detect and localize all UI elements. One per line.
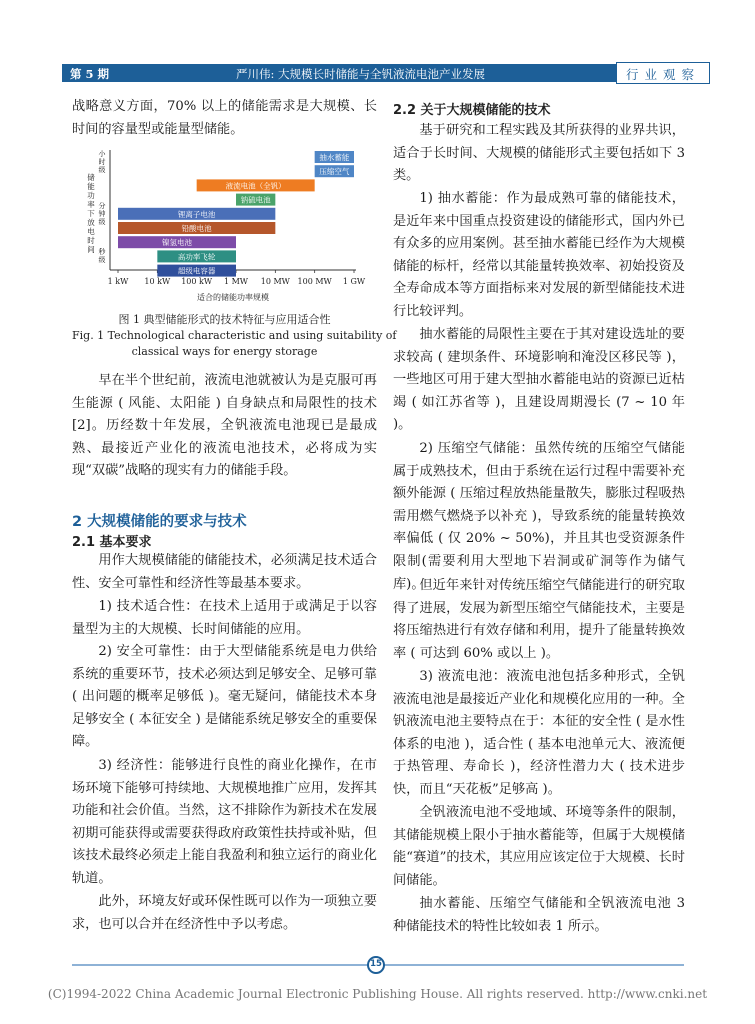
chart-y-axis-label-char: 下 bbox=[87, 209, 95, 218]
storage-chart bbox=[86, 146, 366, 310]
right-paragraph-4: 但近年来针对传统压缩空气储能进行的研究取得了进展，发展为新型压缩空气储能技术，主要是将压缩热进行有效存储和利用，提升了能量转换效率 ( 可达到 60% 或以上 )。 bbox=[393, 578, 685, 661]
section-2-1-title: 2.1 基本要求 bbox=[72, 535, 152, 550]
right-paragraph-0: 基于研究和工程实践及其所获得的业界共识，适合于长时间、大规模的储能形式主要包括如下 3 类。 bbox=[393, 123, 685, 184]
chart-y-tick-label: 时 bbox=[98, 158, 106, 166]
left-paragraph-0: 战略意义方面，70% 以上的储能需求是大规模、长时间的容量型或能量型储能。 bbox=[72, 99, 377, 137]
chart-y-axis-label-char: 储 bbox=[87, 173, 95, 182]
left-paragraph-5: 3) 经济性：能够进行良性的商业化操作，在市场环境下能够可持续地、大规模地推广应用，发挥其功能和社会价值。当然，这不排除作为新技术在发展初期可能获得或需要获得政府政策性扶持或补贴，但该技术最终必须走上能自我盈利和独立运行的商业化轨道。 bbox=[72, 758, 377, 886]
chart-y-axis-label-char: 率 bbox=[87, 200, 95, 209]
issue-number: 第 5 期 bbox=[70, 67, 110, 81]
chart-y-axis-label-char: 间 bbox=[87, 245, 95, 254]
chart-y-tick-label: 级 bbox=[98, 166, 106, 174]
chart-x-tick-label: 1 MW bbox=[223, 277, 249, 286]
right-paragraph-1: 1) 抽水蓄能：作为最成熟可靠的储能技术，是近年来中国重点投资建设的储能形式，国内外已有众多的应用案例。甚至抽水蓄能已经作为大规模储能的标杆，经常以其能量转换效率、初始投资及全寿命成本等方面指标来对发展的新型储能技术进行比较评判。 bbox=[393, 191, 685, 319]
chart-y-tick-label: 分 bbox=[98, 202, 106, 210]
chart-bar-label: 抽水蓄能 bbox=[319, 153, 350, 162]
left-paragraph-3: 1) 技术适合性：在技术上适用于或满足于以容量型为主的大规模、长时间储能的应用。 bbox=[72, 599, 377, 637]
chart-y-tick-label: 级 bbox=[98, 218, 106, 226]
right-paragraph-7: 抽水蓄能、压缩空气储能和全钒液流电池 3 种储能技术的特性比较如表 1 所示。 bbox=[393, 896, 685, 934]
page-number: 15 bbox=[370, 959, 382, 969]
chart-bar-label: 镍氢电池 bbox=[162, 238, 192, 248]
chart-x-tick-label: 100 MW bbox=[297, 277, 332, 286]
chart-x-tick-label: 10 kW bbox=[144, 277, 171, 286]
chart-y-axis-label-char: 时 bbox=[87, 236, 95, 245]
left-paragraph-2: 用作大规模储能的储能技术，必须满足技术适合性、安全可靠性和经济性等最基本要求。 bbox=[72, 553, 377, 591]
figure-caption-en-1: Fig. 1 Technological characteristic and using suitability of bbox=[72, 329, 397, 342]
chart-y-tick-label: 钟 bbox=[98, 210, 106, 218]
right-paragraph-5: 3) 液流电池：液流电池包括多种形式，全钒液流电池是最接近产业化和规模化应用的一种。全钒液流电池主要特点在于：本征的安全性 ( 是水性体系的电池 )，适合性 ( 基本电池单元大、液流便于热管理、寿命长 )，经济性潜力大 ( 技术进步快，而且“天花板”足够高 )。 bbox=[393, 669, 685, 797]
chart-bar-label: 铅酸电池 bbox=[181, 224, 212, 233]
chart-bar-label: 压缩空气 bbox=[319, 167, 350, 177]
chart-y-tick-label: 级 bbox=[98, 256, 106, 264]
figure-caption-cn: 图 1 典型储能形式的技术特征与应用适合性 bbox=[118, 313, 331, 326]
chart-y-tick-label: 小 bbox=[98, 150, 106, 158]
chart-bar-label: 超级电容器 bbox=[177, 266, 216, 276]
chart-y-axis-label-char: 放 bbox=[87, 218, 95, 227]
chart-y-tick-label: 秒 bbox=[98, 248, 106, 256]
chart-x-tick-label: 1 GW bbox=[342, 277, 366, 286]
chart-x-axis-label: 适合的储能功率规模 bbox=[197, 293, 269, 302]
section-2-2-title: 2.2 关于大规模储能的技术 bbox=[393, 103, 551, 118]
chart-x-tick-label: 1 kW bbox=[107, 277, 129, 286]
left-paragraph-1: 早在半个世纪前，液流电池就被认为是克服可再生能源 ( 风能、太阳能 ) 自身缺点和局限性的技术 [2]。历经数十年发展，全钒液流电池现已是最成熟、最接近产业化的液流电池技术，必将成为实现“双碳”战略的现实有力的储能手段。 bbox=[72, 373, 377, 479]
chart-bar-label: 锂离子电池 bbox=[177, 209, 216, 219]
chart-bar-label: 高功率飞轮 bbox=[177, 252, 216, 262]
copyright-notice: (C)1994-2022 China Academic Journal Electronic Publishing House. All rights reserved. http://www.cnki.net bbox=[47, 987, 708, 1001]
chart-y-axis-label-char: 能 bbox=[87, 182, 95, 191]
right-paragraph-6: 全钒液流电池不受地域、环境等条件的限制，其储能规模上限小于抽水蓄能等，但属于大规模储能“赛道”的技术，其应用应该定位于大规模、长时间储能。 bbox=[393, 805, 685, 888]
section-2-title: 2 大规模储能的要求与技术 bbox=[72, 514, 247, 530]
right-paragraph-2: 抽水蓄能的局限性主要在于其对建设选址的要求较高 ( 建坝条件、环境影响和淹没区移民等 )，一些地区可用于建大型抽水蓄能电站的资源已近枯竭 ( 如江苏省等 )，且建设周期漫长 (7 ~ 10 年 )。 bbox=[393, 327, 685, 433]
chart-bar-label: 液流电池（全钒） bbox=[225, 181, 286, 191]
left-paragraph-6: 此外，环境友好或环保性既可以作为一项独立要求，也可以合并在经济性中予以考虑。 bbox=[72, 894, 377, 932]
chart-y-axis-label-char: 电 bbox=[87, 227, 95, 236]
right-paragraph-3: 2) 压缩空气储能：虽然传统的压缩空气储能属于成熟技术，但由于系统在运行过程中需要补充额外能源 ( 压缩过程放热能量散失，膨胀过程吸热需用燃气燃烧予以补充 )，导致系统的能量转换效率偏低 ( 仅 20% ~ 50%)，并且其也受资源条件限制(需要利用大型地下岩洞或矿洞等作为储气库)。 bbox=[393, 441, 685, 592]
chart-y-axis-label-char: 功 bbox=[87, 191, 95, 200]
left-paragraph-4: 2) 安全可靠性：由于大型储能系统是电力供给系统的重要环节，技术必须达到足够安全、足够可靠 ( 出问题的概率足够低 )。毫无疑问，储能技术本身足够安全 ( 本征安全 ) 是储能系统足够安全的重要保障。 bbox=[72, 644, 377, 750]
chart-x-tick-label: 10 MW bbox=[260, 277, 290, 286]
chart-bar-label: 钠硫电池 bbox=[240, 195, 271, 205]
running-title: 严川伟: 大规模长时储能与全钒液流电池产业发展 bbox=[236, 67, 486, 81]
chart-x-tick-label: 100 kW bbox=[181, 277, 213, 286]
section-label: 行业观察 bbox=[625, 67, 700, 82]
figure-caption-en-2: classical ways for energy storage bbox=[131, 345, 318, 358]
